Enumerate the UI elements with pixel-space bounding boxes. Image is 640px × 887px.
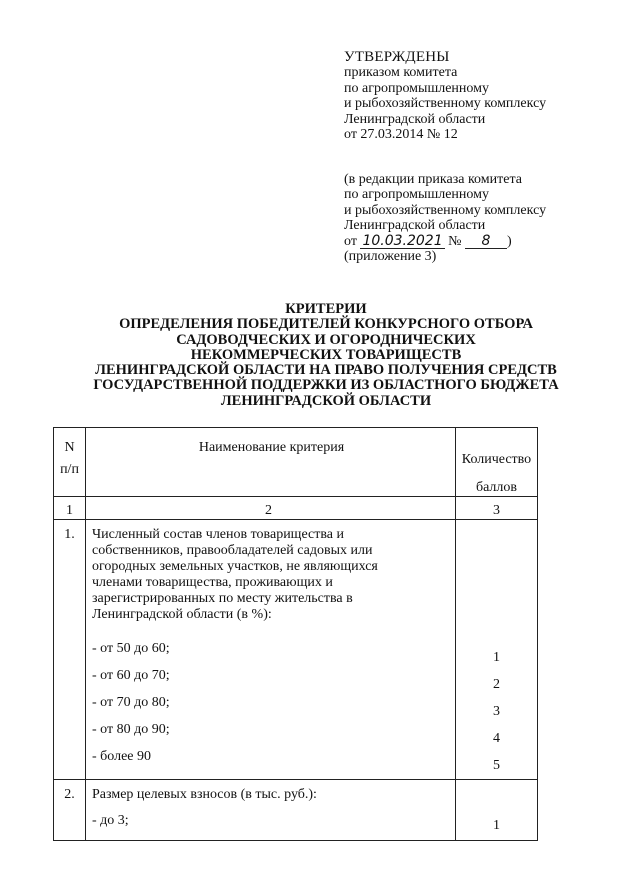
criterion-cell bbox=[86, 780, 456, 841]
number-sign: № bbox=[448, 233, 462, 249]
score-value: 3 bbox=[493, 704, 500, 719]
criterion-line: членами товарищества, проживающих и bbox=[92, 575, 333, 590]
column-number-cell bbox=[456, 497, 538, 520]
edition-line: и рыбохозяйственному комплексу bbox=[344, 202, 547, 218]
header-name-label: Наименование критерия bbox=[198, 440, 345, 455]
approval-line: и рыбохозяйственному комплексу bbox=[344, 96, 547, 112]
header-num-label: п/п bbox=[60, 462, 79, 477]
criterion-option: - до 3; bbox=[92, 813, 129, 828]
score-cell bbox=[456, 780, 538, 841]
row-number: 2. bbox=[64, 787, 75, 802]
approval-line: приказом комитета bbox=[344, 65, 458, 81]
heading-title: КРИТЕРИИ bbox=[285, 301, 367, 317]
edition-line: (в редакции приказа комитета bbox=[344, 172, 522, 187]
column-number: 1 bbox=[66, 503, 73, 518]
heading-line: НЕКОММЕРЧЕСКИХ ТОВАРИЩЕСТВ bbox=[190, 346, 462, 363]
header-score-cell bbox=[456, 428, 538, 497]
appendix-label: (приложение 3) bbox=[344, 249, 437, 265]
header-score-label: Количество bbox=[461, 452, 532, 467]
criterion-option: - более 90 bbox=[92, 749, 152, 764]
criteria-table bbox=[53, 427, 538, 841]
criterion-cell bbox=[86, 520, 456, 780]
heading-line: ОПРЕДЕЛЕНИЯ ПОБЕДИТЕЛЕЙ КОНКУРСНОГО ОТБОРА bbox=[119, 316, 533, 333]
table-header-row bbox=[54, 428, 538, 497]
edition-date-line bbox=[344, 234, 546, 249]
criterion-option: - от 50 до 60; bbox=[92, 641, 170, 656]
column-number: 2 bbox=[265, 503, 272, 518]
header-score-label: баллов bbox=[475, 480, 518, 495]
criterion-line: зарегистрированных по месту жительства в bbox=[92, 591, 353, 606]
handwritten-number: 8 bbox=[465, 235, 507, 249]
criterion-option: - от 60 до 70; bbox=[92, 668, 170, 683]
column-number-row bbox=[54, 497, 538, 520]
approval-line: Ленинградской области bbox=[344, 111, 486, 127]
approval-title: УТВЕРЖДЕНЫ bbox=[344, 49, 450, 65]
criterion-description bbox=[92, 520, 451, 623]
row-number-cell bbox=[54, 520, 86, 780]
row-number: 1. bbox=[64, 527, 75, 542]
score-value: 1 bbox=[493, 650, 500, 665]
criterion-line: огородных земельных участков, не являющихся bbox=[92, 559, 378, 574]
edition-block bbox=[344, 172, 546, 264]
criterion-line: собственников, правообладателей садовых или bbox=[92, 543, 373, 558]
document-heading bbox=[80, 302, 572, 409]
score-value: 1 bbox=[493, 818, 500, 833]
column-number-cell bbox=[86, 497, 456, 520]
approval-order-line: от 27.03.2014 № 12 bbox=[344, 127, 458, 143]
criterion-line: Ленинградской области (в %): bbox=[92, 607, 272, 622]
handwritten-date: 10.03.2021 bbox=[362, 232, 443, 249]
header-name-cell bbox=[86, 428, 456, 497]
edition-line: по агропромышленному bbox=[344, 187, 489, 203]
column-number-cell bbox=[54, 497, 86, 520]
edition-line: Ленинградской области bbox=[344, 218, 486, 234]
approval-block bbox=[344, 50, 546, 142]
heading-line: ГОСУДАРСТВЕННОЙ ПОДДЕРЖКИ ИЗ ОБЛАСТНОГО БЮДЖЕТА bbox=[93, 377, 559, 394]
approval-line: по агропромышленному bbox=[344, 80, 489, 96]
criterion-option: - от 80 до 90; bbox=[92, 722, 170, 737]
table-row bbox=[54, 520, 538, 780]
heading-line: САДОВОДЧЕСКИХ И ОГОРОДНИЧЕСКИХ bbox=[176, 331, 476, 348]
criterion-description: Размер целевых взносов (в тыс. руб.): bbox=[92, 787, 317, 802]
heading-line: ЛЕНИНГРАДСКОЙ ОБЛАСТИ bbox=[220, 392, 432, 409]
header-num-cell bbox=[54, 428, 86, 497]
score-value: 2 bbox=[493, 677, 500, 692]
row-number-cell bbox=[54, 780, 86, 841]
table-row bbox=[54, 780, 538, 841]
header-num-label: N bbox=[64, 440, 75, 455]
date-prefix: от bbox=[344, 233, 357, 249]
score-value: 4 bbox=[493, 731, 500, 746]
criterion-line: Численный состав членов товарищества и bbox=[92, 527, 344, 542]
criterion-option: - от 70 до 80; bbox=[92, 695, 170, 710]
score-value: 5 bbox=[493, 758, 500, 773]
heading-line: ЛЕНИНГРАДСКОЙ ОБЛАСТИ НА ПРАВО ПОЛУЧЕНИЯ СРЕДСТВ bbox=[95, 362, 557, 379]
close-paren: ) bbox=[506, 233, 512, 249]
score-cell bbox=[456, 520, 538, 780]
column-number: 3 bbox=[493, 503, 500, 518]
